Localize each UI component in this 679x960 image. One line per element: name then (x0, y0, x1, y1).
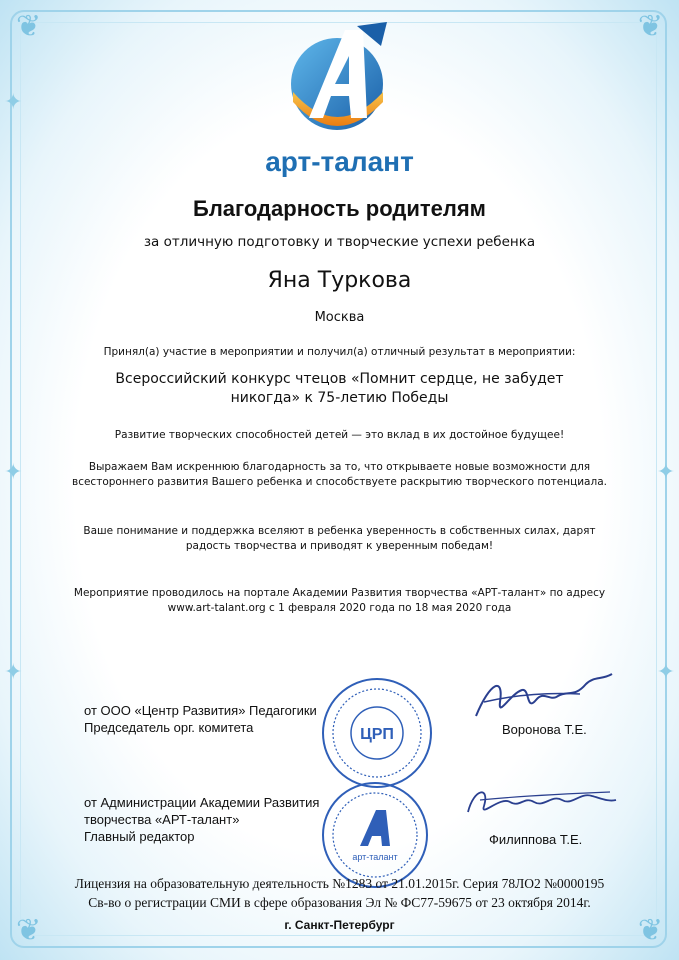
side-ornament-icon: ✦ (4, 460, 23, 485)
event-name: Всероссийский конкурс чтецов «Помнит сердце, не забудет никогда» к 75-летию Победы (115, 371, 564, 406)
paragraph-2: Выражаем Вам искреннюю благодарность за то, что открываете новые возможности для всестороннего развития Вашего ребенка и способствуете раскрытию творческого потенциала. (72, 461, 607, 488)
stamp-1-icon (320, 676, 434, 790)
recipient-name: Яна Туркова (267, 268, 412, 293)
org-position: Председатель орг. комитета (84, 720, 254, 735)
signature-block-2 (84, 794, 319, 845)
signature-1-icon (470, 672, 620, 728)
side-ornament-icon: ✦ (656, 460, 675, 485)
art-talant-logo-icon (287, 22, 391, 142)
signer-name-1: Воронова Т.Е. (502, 722, 587, 737)
license-line-2: Св-во о регистрации СМИ в сфере образования Эл № ФС77-59675 от 23 октября 2014г. (88, 895, 591, 910)
participation-intro: Принял(а) участие в мероприятии и получил(а) отличный результат в мероприятии: (103, 346, 576, 358)
corner-ornament-icon: ❦ (637, 9, 663, 44)
org-position: Главный редактор (84, 829, 195, 844)
paragraph-4: Мероприятие проводилось на портале Академии Развития творчества «АРТ-талант» по адресу www.art-talant.org с 1 февраля 2020 года по 18 мая 2020 года (73, 587, 606, 614)
corner-ornament-icon: ❦ (637, 913, 663, 948)
recipient-city: Москва (314, 310, 365, 325)
paragraph-1: Развитие творческих способностей детей — это вклад в их достойное будущее! (114, 429, 565, 441)
side-ornament-icon: ✦ (656, 660, 675, 685)
paragraph-3: Ваше понимание и поддержка вселяют в ребенка уверенность в собственных силах, дарят радость творчества и приводят к уверенным победам! (83, 525, 596, 552)
signature-block-1 (84, 702, 317, 736)
stamp-1-label: ЦРП (360, 726, 394, 743)
corner-ornament-icon: ❦ (16, 9, 42, 44)
signature-2-icon (460, 782, 620, 826)
issue-place: г. Санкт-Петербург (284, 918, 395, 932)
corner-ornament-icon: ❦ (16, 913, 42, 948)
stamp-2-label: арт-талант (352, 852, 398, 862)
certificate-subtitle: за отличную подготовку и творческие успехи ребенка (143, 234, 536, 250)
signer-name-2: Филиппова Т.Е. (489, 832, 583, 847)
license-info (0, 874, 679, 912)
brand-name: арт-талант (265, 146, 414, 177)
side-ornament-icon: ✦ (4, 660, 23, 685)
org-line: от Администрации Академии Развития (84, 795, 320, 810)
org-line: от ООО «Центр Развития» Педагогики (84, 703, 317, 718)
org-line-2: творчества «АРТ-талант» (84, 812, 240, 827)
certificate-title: Благодарность родителям (193, 196, 486, 221)
side-ornament-icon: ✦ (4, 90, 23, 115)
license-line-1: Лицензия на образовательную деятельность №1283 от 21.01.2015г. Серия 78ЛО2 №0000195 (74, 876, 605, 891)
